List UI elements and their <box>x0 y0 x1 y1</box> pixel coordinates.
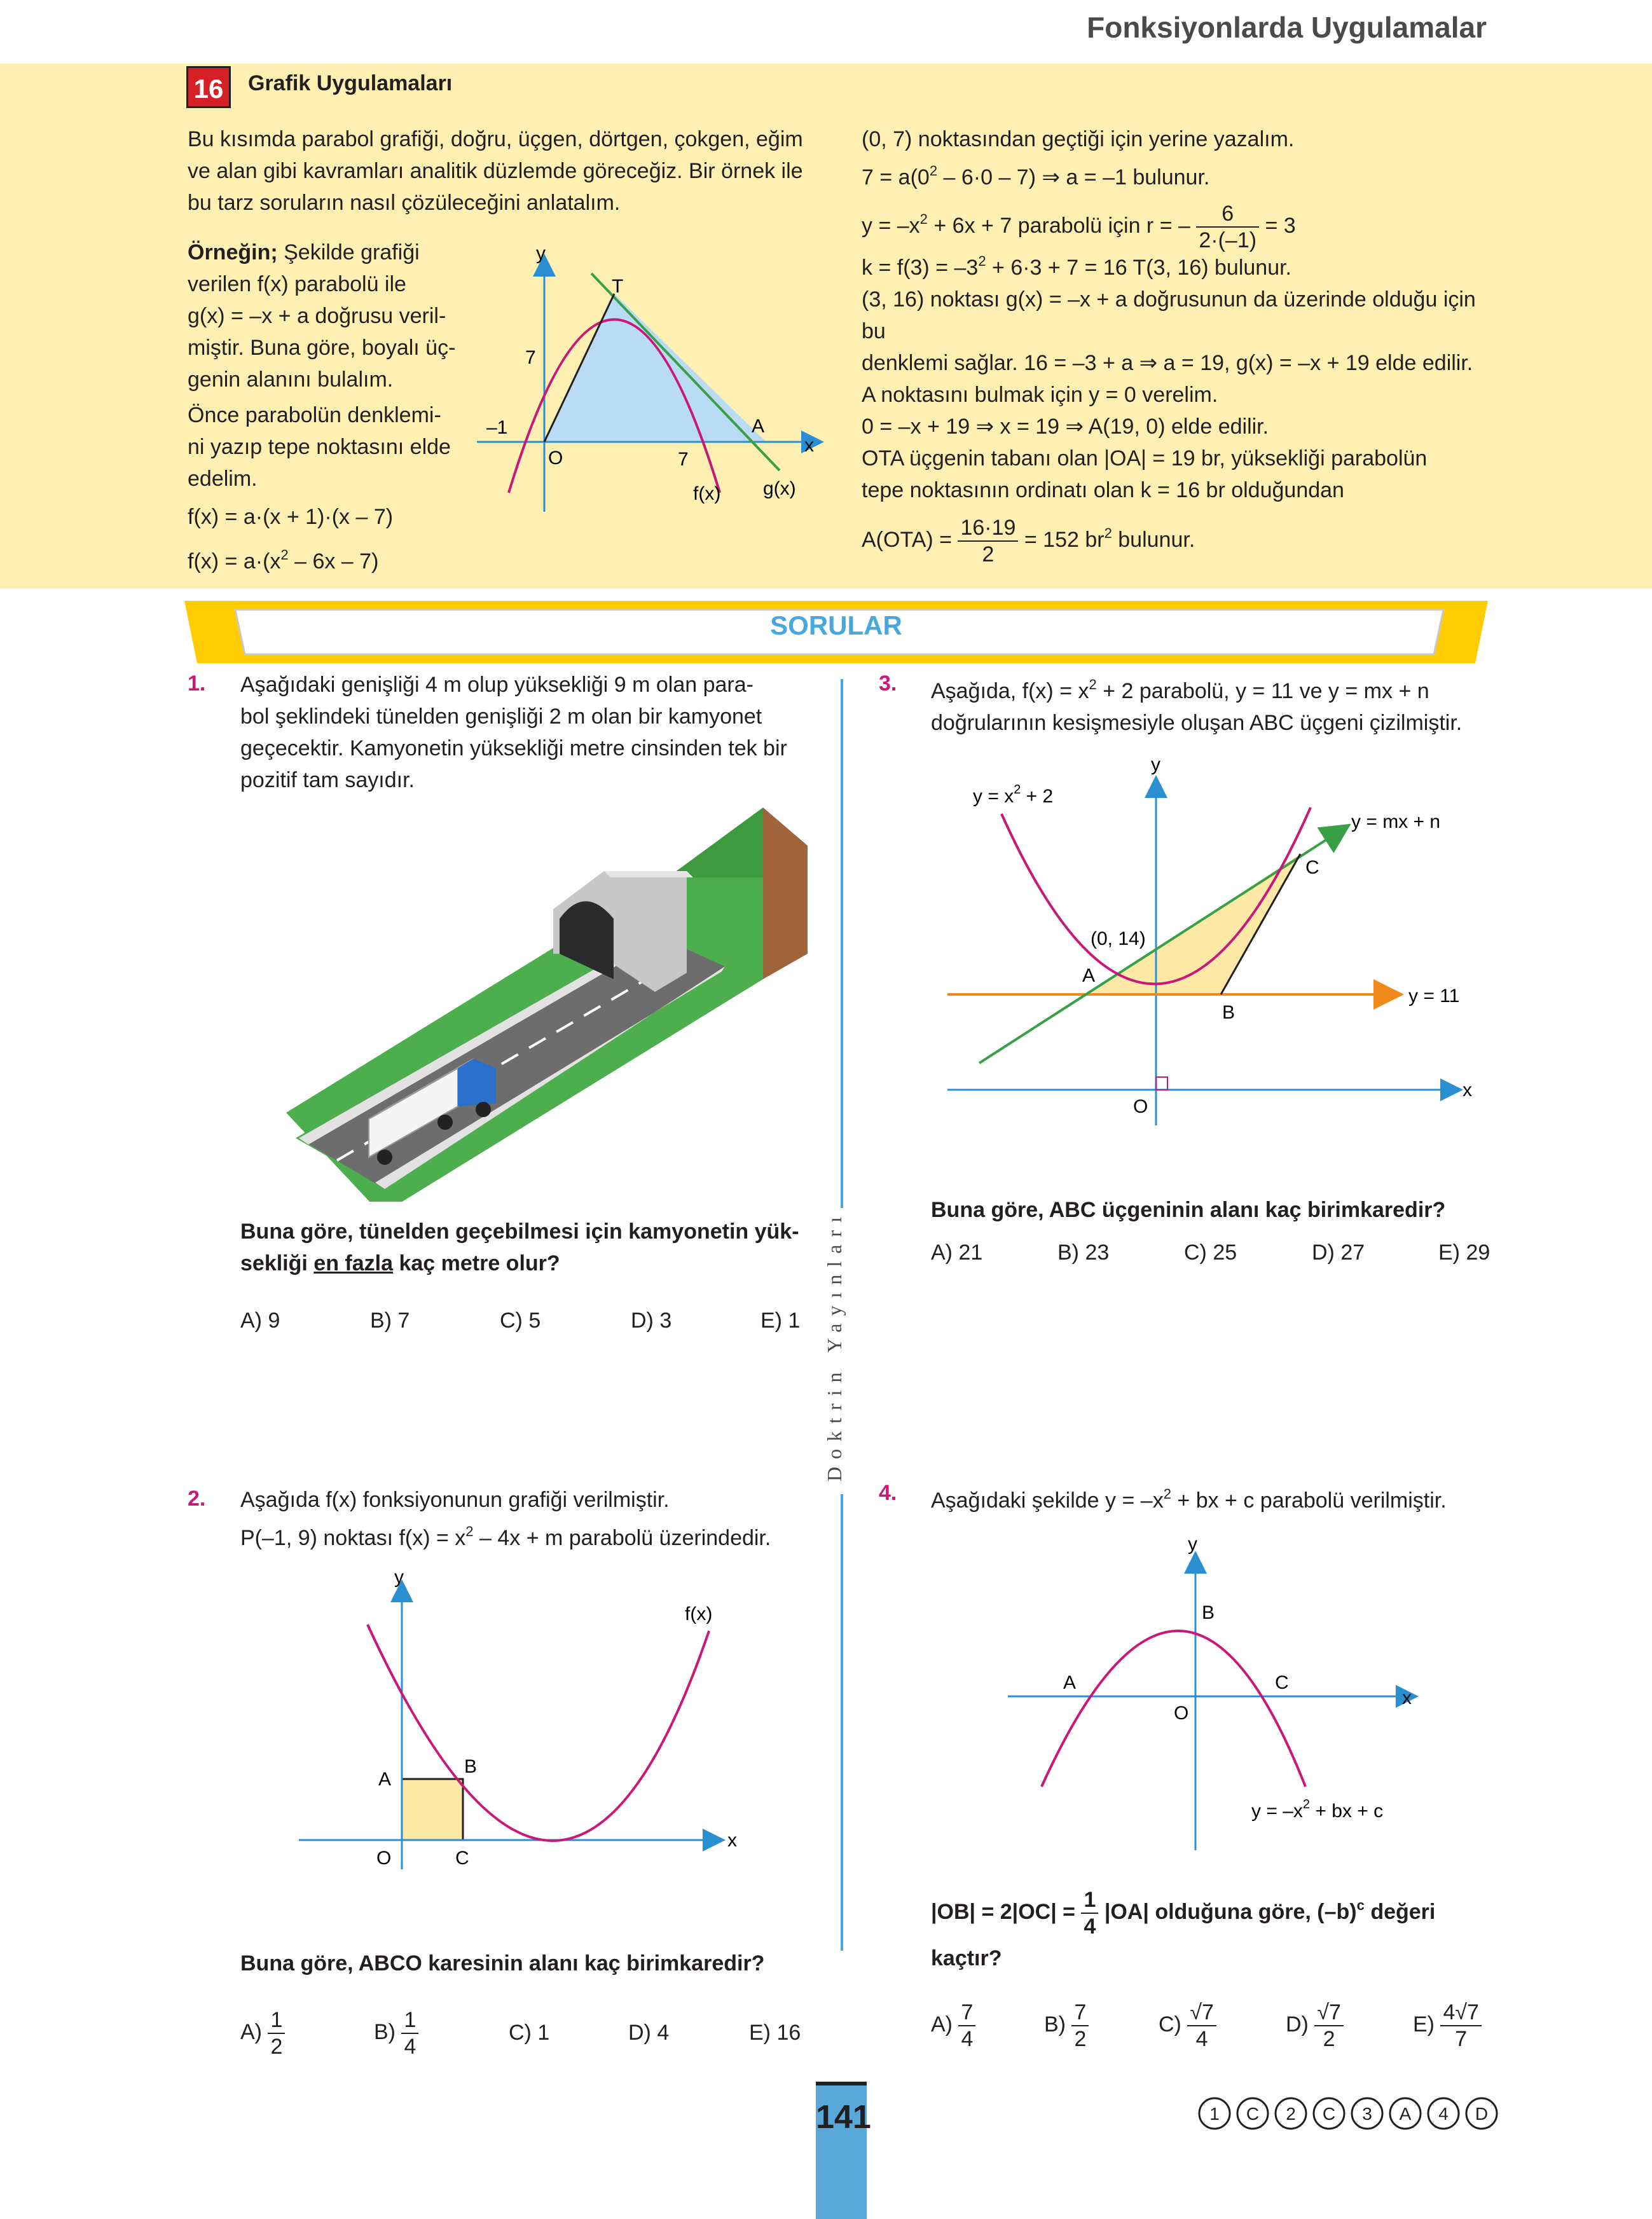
page-number-rule <box>816 2082 867 2085</box>
q3-question: Buna göre, ABC üçgeninin alanı kaç birimkaredir? <box>931 1198 1446 1222</box>
point-C: C <box>1305 857 1319 878</box>
q3-text <box>931 669 1503 739</box>
solution-text <box>862 123 1497 567</box>
q3-line: Aşağıda, $f(x) = x^2 + 2$ parabolü, y = 11 ve y = mx + n <box>931 677 1429 703</box>
axis-label-y: y <box>394 1570 404 1588</box>
solution-line: denklemi sağlar. 16 = –3 + a ⇒ a = 19, g(x) = –x + 19 elde edilir. <box>862 351 1473 375</box>
example-line: verilen f(x) parabolü ile <box>188 272 406 296</box>
axis-label-y: y <box>1151 754 1160 775</box>
q3-graph <box>941 750 1501 1132</box>
solution-line: $k = f(3) = -3^2 + 6\cdot 3 + 7 = 16$ T(3, 16) bulunur. <box>862 253 1291 280</box>
q1-option-a[interactable]: A) 9 <box>240 1309 280 1333</box>
q2-line: P(–1, 9) noktası $f(x) = x^2 - 4x + m$ parabolü üzerindedir. <box>240 1523 771 1550</box>
answer-key-item: C <box>1322 2104 1336 2124</box>
q4-number: 4. <box>879 1481 897 1505</box>
q3-option-b[interactable]: B) 23 <box>1057 1240 1110 1265</box>
axis-label-x: x <box>1402 1687 1412 1708</box>
label-parabola: $y = x^2 + 2$ <box>973 783 1054 807</box>
intro-line: ve alan gibi kavramları analitik düzlemde göreceğiz. Bir örnek ile <box>188 159 803 183</box>
q3-option-e[interactable]: E) 29 <box>1438 1240 1490 1265</box>
axis-label-x: x <box>804 435 814 456</box>
label-y11: y = 11 <box>1408 986 1460 1006</box>
section-number: 16 <box>186 66 231 108</box>
chapter-title: Fonksiyonlarda Uygulamalar <box>1087 11 1487 44</box>
q2-graph <box>293 1570 750 1876</box>
example-line: g(x) = –x + a doğrusu veril- <box>188 304 446 328</box>
q2-option-e[interactable]: E) 16 <box>749 2021 801 2045</box>
q1-question <box>240 1216 813 1279</box>
q1-text <box>240 669 806 796</box>
point-A: A <box>378 1769 392 1790</box>
solution-line: 0 = –x + 19 ⇒ x = 19 ⇒ A(19, 0) elde edilir. <box>862 415 1269 439</box>
label-gx: g(x) <box>763 478 796 499</box>
point-0-14: (0, 14) <box>1091 928 1146 949</box>
q4-option-d[interactable]: D) $\frac{√7}{2}$ <box>1286 2002 1344 2050</box>
solution-line: $y = -x^2 + 6x + 7$ parabolü için r = – $\frac{6}{2\cdot(-1)}$ = 3 <box>862 202 1296 253</box>
q3-option-c[interactable]: C) 25 <box>1184 1240 1237 1265</box>
q3-option-a[interactable]: A) 21 <box>931 1240 983 1265</box>
intro-text <box>188 123 823 219</box>
point-C: C <box>1275 1672 1289 1693</box>
q2-option-b[interactable]: B) $\frac{1}{4}$ <box>374 2009 418 2058</box>
q2-number: 2. <box>188 1487 206 1511</box>
q2-option-a[interactable]: A) $\frac{1}{2}$ <box>240 2009 285 2058</box>
formula-factored: f(x) = a·(x + 1)·(x – 7) <box>188 505 394 529</box>
q1-line: geçecektir. Kamyonetin yüksekliği metre cinsinden tek bir <box>240 736 787 760</box>
label-fx: f(x) <box>685 1604 713 1625</box>
square-ABCO <box>402 1779 463 1840</box>
answer-key-item: 2 <box>1286 2104 1296 2124</box>
example-line: miştir. Buna göre, boyalı üç- <box>188 336 456 360</box>
q2-question: Buna göre, ABCO karesinin alanı kaç birimkaredir? <box>240 1951 765 1975</box>
q4-option-b[interactable]: B) $\frac{7}{2}$ <box>1044 2002 1089 2050</box>
q3-line: doğrularının kesişmesiyle oluşan ABC üçgeni çizilmiştir. <box>931 711 1463 735</box>
line-mx-n <box>979 827 1347 1063</box>
method-line: ni yazıp tepe noktasını elde <box>188 435 451 459</box>
point-A: A <box>1082 965 1096 986</box>
q1-option-c[interactable]: C) 5 <box>500 1309 541 1333</box>
axis-label-y: y <box>1188 1534 1197 1555</box>
method-line: edelim. <box>188 467 258 491</box>
q2-line: Aşağıda f(x) fonksiyonunun grafiği verilmiştir. <box>240 1488 670 1512</box>
example-text <box>188 237 480 577</box>
point-B: B <box>1222 1002 1236 1023</box>
tunnel-illustration <box>273 807 808 1202</box>
method-line: Önce parabolün denklemi- <box>188 403 441 427</box>
answer-key-item: 3 <box>1362 2104 1372 2124</box>
q1-option-b[interactable]: B) 7 <box>370 1309 410 1333</box>
point-A: A <box>1063 1672 1077 1693</box>
origin-O: O <box>376 1848 392 1869</box>
q2-option-c[interactable]: C) 1 <box>509 2021 550 2045</box>
solution-line: (0, 7) noktasından geçtiği için yerine yazalım. <box>862 127 1295 151</box>
q1-option-d[interactable]: D) 3 <box>631 1309 672 1333</box>
q1-question-line: Buna göre, tünelden geçebilmesi için kamyonetin yük- <box>240 1219 799 1244</box>
q4-text: Aşağıdaki şekilde $y = -x^2$ + bx + c parabolü verilmiştir. <box>931 1486 1447 1513</box>
label-line: y = mx + n <box>1351 811 1441 832</box>
solution-line: A noktasını bulmak için y = 0 verelim. <box>862 383 1218 407</box>
label-fx: f(x) <box>693 483 721 504</box>
q4-graph <box>992 1532 1437 1863</box>
q3-number: 3. <box>879 671 897 696</box>
publisher-name: Doktrin Yayınları <box>823 1209 846 1481</box>
q1-line: Aşağıdaki genişliği 4 m olup yüksekliği 9 m olan para- <box>240 673 754 697</box>
example-graph <box>464 242 846 521</box>
origin-O: O <box>1133 1096 1148 1117</box>
example-line: Şekilde grafiği <box>277 240 420 264</box>
point-A: A <box>752 416 765 437</box>
axis-label-x: x <box>727 1830 737 1851</box>
tick-minus-1: –1 <box>486 417 508 438</box>
q1-option-e[interactable]: E) 1 <box>761 1309 801 1333</box>
q3-option-d[interactable]: D) 27 <box>1312 1240 1365 1265</box>
q1-number: 1. <box>188 671 206 696</box>
point-T: T <box>612 276 624 297</box>
section-title: Grafik Uygulamaları <box>248 71 453 95</box>
answer-key-item: D <box>1475 2104 1489 2124</box>
example-label: Örneğin; <box>188 240 278 264</box>
right-angle-mark <box>1156 1077 1167 1090</box>
q1-line: bol şeklindeki tünelden genişliği 2 m olan bir kamyonet <box>240 704 762 729</box>
label-parabola: $y = -x^2$ + bx + c <box>1251 1797 1384 1822</box>
point-B: B <box>464 1756 478 1777</box>
solution-line: tepe noktasının ordinatı olan k = 16 br olduğundan <box>862 478 1344 502</box>
example-line: genin alanını bulalım. <box>188 368 394 392</box>
q4-option-e[interactable]: E) $\frac{4√7}{7}$ <box>1413 2002 1482 2050</box>
truck-cab <box>458 1059 496 1106</box>
solution-line: (3, 16) noktası g(x) = –x + a doğrusunun da üzerinde olduğu için bu <box>862 287 1476 343</box>
intro-line: Bu kısımda parabol grafiği, doğru, üçgen, dörtgen, çokgen, eğim <box>188 127 803 151</box>
q1-question-line: sekliği en fazla kaç metre olur? <box>240 1251 560 1275</box>
tick-7-x: 7 <box>678 449 689 470</box>
q2-option-d[interactable]: D) 4 <box>628 2021 670 2045</box>
origin-O: O <box>1174 1703 1189 1724</box>
solution-line: A(OTA) = $\frac{16\cdot 19}{2}$ = 152 $br^2$ bulunur. <box>862 516 1195 567</box>
answer-key-item: C <box>1246 2104 1260 2124</box>
answer-key-item: 1 <box>1209 2104 1220 2124</box>
answer-key-item: A <box>1399 2104 1412 2124</box>
solution-line: OTA üçgenin tabanı olan |OA| = 19 br, yüksekliği parabolün <box>862 446 1428 471</box>
point-C: C <box>455 1848 469 1869</box>
shaded-triangle <box>544 294 766 442</box>
solution-line: $7 = a(0^2 - 6\cdot 0 - 7)$ ⇒ a = –1 bulunur. <box>862 163 1210 189</box>
q1-line: pozitif tam sayıdır. <box>240 768 415 792</box>
formula-expanded: $f(x) = a\cdot(x^2 - 6x - 7)$ <box>188 547 379 574</box>
q2-text <box>240 1484 813 1554</box>
axis-label-x: x <box>1463 1080 1472 1101</box>
sorular-title: SORULAR <box>770 610 902 640</box>
answer-key <box>1195 2092 1501 2136</box>
page-number: 141 <box>816 2099 871 2136</box>
answer-key-item: 4 <box>1438 2104 1449 2124</box>
q4-option-c[interactable]: C) $\frac{√7}{4}$ <box>1159 2002 1216 2050</box>
intro-line: bu tarz soruların nasıl çözüleceğini anlatalım. <box>188 191 621 215</box>
q4-option-a[interactable]: A) $\frac{7}{4}$ <box>931 2002 975 2050</box>
q4-condition: |OB| = 2|OC| = $\frac{1}{4}$ |OA| olduğuna göre, $(-b)^c$ değeri kaçtır? <box>931 1885 1503 1979</box>
axis-label-y: y <box>536 243 546 264</box>
q4-condition-line: kaçtır? <box>931 1946 1002 1971</box>
tick-7-y: 7 <box>525 347 536 368</box>
origin-O: O <box>548 448 563 469</box>
point-B: B <box>1202 1602 1215 1623</box>
